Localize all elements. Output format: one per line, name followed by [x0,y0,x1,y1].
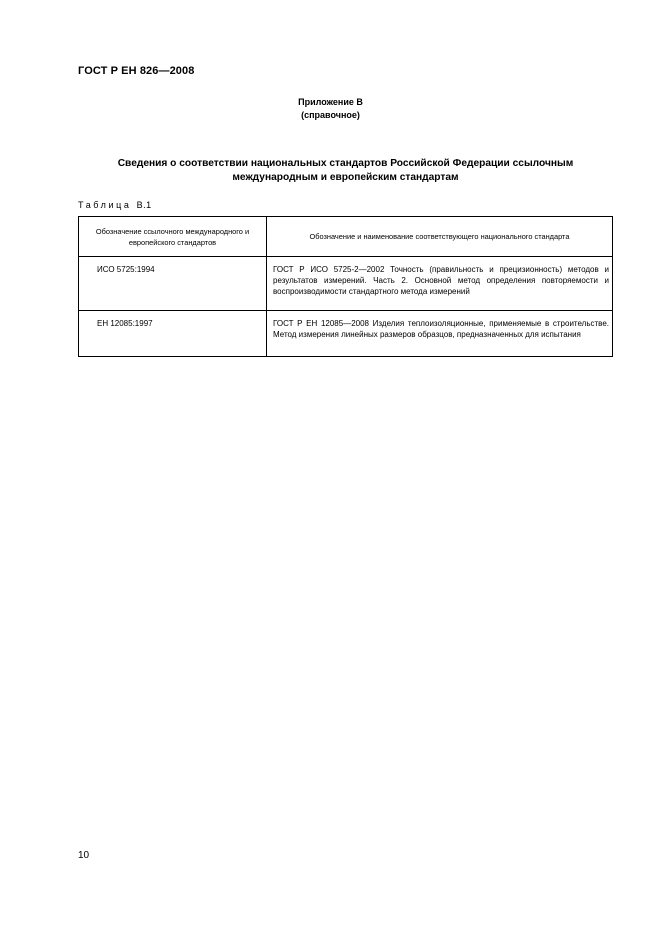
table-header-national: Обозначение и наименование соответствующего национального стандарта [267,217,613,257]
standards-table [78,216,613,357]
appendix-heading [0,96,661,122]
table-caption-number: В.1 [136,200,152,210]
appendix-type: (справочное) [301,110,360,120]
table-cell-reference: ЕН 12085:1997 [79,311,267,357]
table-row [79,311,613,357]
section-title: Сведения о соответствии национальных стандартов Российской Федерации ссылочным международным и европейским стандартам [117,158,574,183]
table-caption [78,200,152,210]
table-cell-national: ГОСТ Р ЕН 12085—2008 Изделия теплоизоляционные, применяемые в строительстве. Метод измерения линейных размеров образцов, предназначенных для испытания [267,311,613,357]
table-cell-reference: ИСО 5725:1994 [79,257,267,311]
table-header-row [79,217,613,257]
appendix-title: Приложение В [298,97,363,107]
table-header-reference: Обозначение ссылочного международного и европейского стандартов [79,217,267,257]
document-id-header: ГОСТ Р ЕН 826—2008 [78,65,195,77]
page-number: 10 [78,850,90,861]
table-caption-label: Таблица [78,200,132,210]
table-cell-national: ГОСТ Р ИСО 5725-2—2002 Точность (правильность и прецизионность) методов и результатов измерений. Часть 2. Основной метод определения повторяемости и воспроизводимости стандартного метода измерений [267,257,613,311]
table-row [79,257,613,311]
